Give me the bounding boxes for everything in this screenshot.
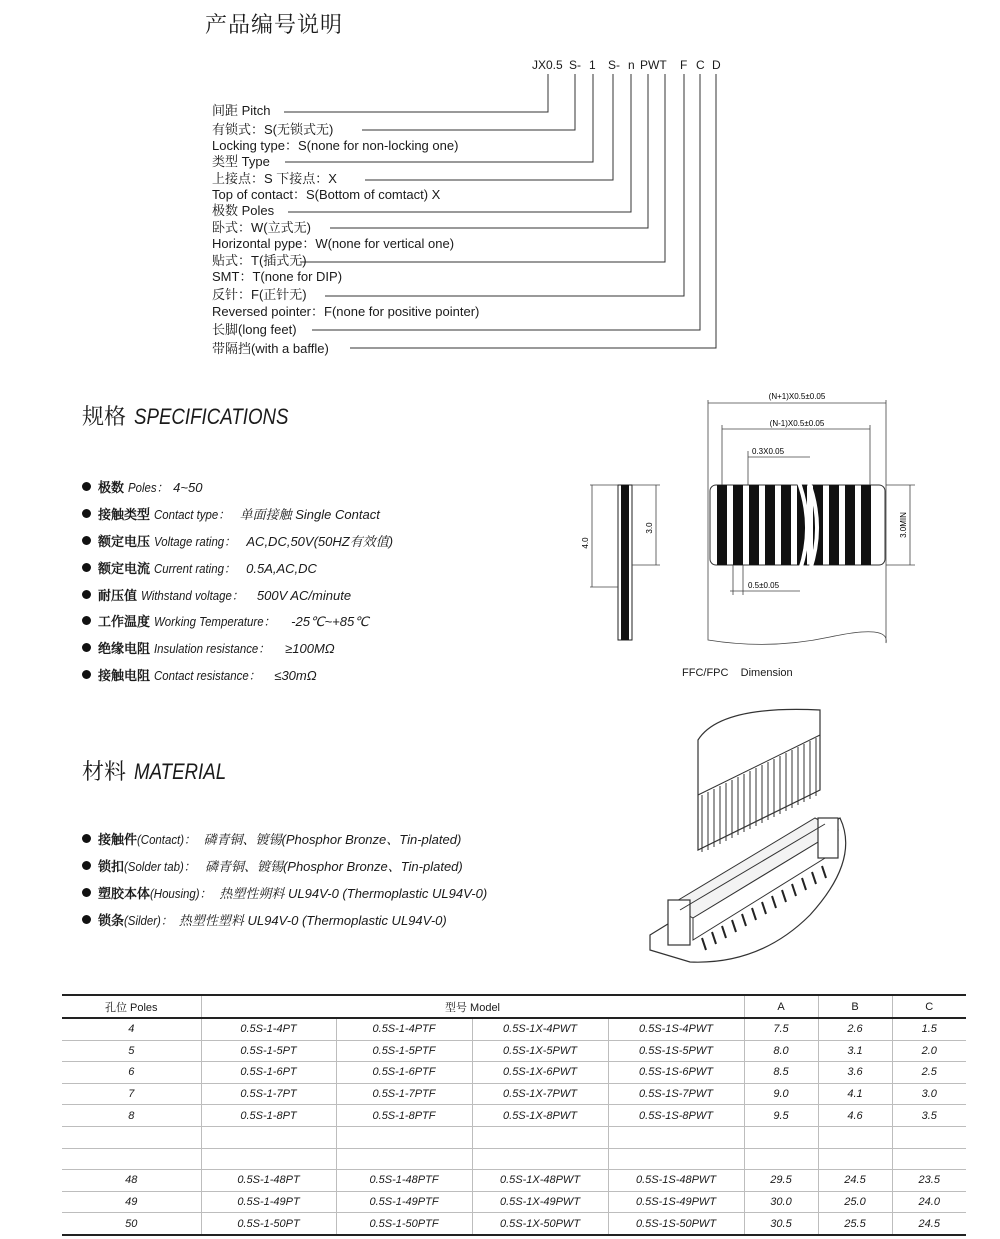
specifications-heading bbox=[82, 400, 316, 431]
cell-model bbox=[201, 1148, 336, 1170]
dim-label-4-0: 4.0 bbox=[581, 537, 590, 549]
cell-poles bbox=[62, 1126, 201, 1148]
code-part-s: S- bbox=[569, 58, 581, 72]
legend-long-feet: 长脚(long feet) bbox=[212, 322, 297, 337]
code-part-f: F bbox=[680, 58, 688, 72]
cell-model bbox=[336, 1126, 472, 1148]
cell-b bbox=[818, 1126, 892, 1148]
code-part-n: n bbox=[628, 58, 635, 72]
header-poles: 孔位 Poles bbox=[62, 995, 201, 1018]
code-part-contact: S- bbox=[608, 58, 620, 72]
ffc-dimension-caption: FFC/FPC Dimension bbox=[682, 667, 793, 679]
cell-model: 0.5S-1X-49PWT bbox=[472, 1191, 608, 1213]
bullet-icon bbox=[82, 482, 91, 491]
cell-model bbox=[608, 1148, 744, 1170]
cell-model: 0.5S-1-48PTF bbox=[336, 1170, 472, 1192]
spec-item: 工作温度 Working Temperature： -25℃~+85℃ bbox=[82, 611, 369, 630]
table-row bbox=[62, 1170, 966, 1192]
cell-c: 1.5 bbox=[892, 1018, 966, 1040]
spec-item: 接触类型 Contact type： 单面接触 Single Contact bbox=[82, 504, 380, 523]
cell-model: 0.5S-1S-7PWT bbox=[608, 1083, 744, 1105]
legend-baffle: 带隔挡(with a baffle) bbox=[212, 341, 329, 356]
legend-horizontal-cn: 卧式：W(立式无) bbox=[212, 220, 311, 235]
spec-item: 额定电流 Current rating： 0.5A,AC,DC bbox=[82, 558, 317, 577]
spec-item: 耐压值 Withstand voltage： 500V AC/minute bbox=[82, 585, 351, 604]
bullet-icon bbox=[82, 590, 91, 599]
cell-model: 0.5S-1-4PT bbox=[201, 1018, 336, 1040]
header-b: B bbox=[818, 995, 892, 1018]
cell-model: 0.5S-1X-48PWT bbox=[472, 1170, 608, 1192]
table-row bbox=[62, 1105, 966, 1127]
material-heading bbox=[82, 755, 242, 786]
bullet-icon bbox=[82, 861, 91, 870]
dim-label-3-0: 3.0 bbox=[645, 522, 654, 534]
cell-model: 0.5S-1X-8PWT bbox=[472, 1105, 608, 1127]
bullet-icon bbox=[82, 509, 91, 518]
cell-c: 24.5 bbox=[892, 1213, 966, 1235]
cell-model: 0.5S-1-8PTF bbox=[336, 1105, 472, 1127]
cell-a: 29.5 bbox=[744, 1170, 818, 1192]
legend-contact-cn: 上接点：S 下接点：X bbox=[212, 171, 337, 186]
cell-model: 0.5S-1-50PT bbox=[201, 1213, 336, 1235]
dim-label-0-3: 0.3X0.05 bbox=[752, 447, 785, 456]
cell-model bbox=[336, 1148, 472, 1170]
legend-reversed-cn: 反针：F(正针无) bbox=[212, 287, 307, 302]
table-row bbox=[62, 1191, 966, 1213]
legend-reversed-en: Reversed pointer：F(none for positive pointer) bbox=[212, 304, 480, 319]
bullet-icon bbox=[82, 616, 91, 625]
cell-c: 2.0 bbox=[892, 1040, 966, 1062]
cell-a bbox=[744, 1148, 818, 1170]
connector-housing-illustration bbox=[650, 818, 846, 962]
cell-model: 0.5S-1-7PTF bbox=[336, 1083, 472, 1105]
cell-a: 7.5 bbox=[744, 1018, 818, 1040]
legend-type: 类型 Type bbox=[212, 154, 270, 169]
cell-model: 0.5S-1S-5PWT bbox=[608, 1040, 744, 1062]
cell-b: 25.5 bbox=[818, 1213, 892, 1235]
material-item: 塑胶本体(Housing)： 热塑性朔料 UL94V-0 (Thermoplastic UL94V-0) bbox=[82, 883, 487, 902]
bullet-icon bbox=[82, 915, 91, 924]
cell-poles: 49 bbox=[62, 1191, 201, 1213]
cell-model: 0.5S-1S-6PWT bbox=[608, 1062, 744, 1084]
cell-model: 0.5S-1X-5PWT bbox=[472, 1040, 608, 1062]
bullet-icon bbox=[82, 643, 91, 652]
cell-a: 9.0 bbox=[744, 1083, 818, 1105]
legend-connector-lines bbox=[0, 0, 1000, 370]
cell-b: 3.1 bbox=[818, 1040, 892, 1062]
cell-b: 2.6 bbox=[818, 1018, 892, 1040]
cell-c bbox=[892, 1148, 966, 1170]
cell-poles: 6 bbox=[62, 1062, 201, 1084]
cell-model: 0.5S-1X-50PWT bbox=[472, 1213, 608, 1235]
cell-model: 0.5S-1X-4PWT bbox=[472, 1018, 608, 1040]
table-row bbox=[62, 1083, 966, 1105]
spec-item: 绝缘电阻 Insulation resistance： ≥100MΩ bbox=[82, 638, 335, 657]
header-model: 型号 Model bbox=[201, 995, 744, 1018]
cell-a: 30.5 bbox=[744, 1213, 818, 1235]
cell-b: 4.6 bbox=[818, 1105, 892, 1127]
cell-model bbox=[472, 1148, 608, 1170]
cell-c: 23.5 bbox=[892, 1170, 966, 1192]
cell-c: 3.0 bbox=[892, 1083, 966, 1105]
legend-pitch: 间距 Pitch bbox=[212, 103, 271, 118]
bullet-icon bbox=[82, 670, 91, 679]
material-heading-cn: 材料 bbox=[82, 760, 127, 785]
cell-model: 0.5S-1-5PTF bbox=[336, 1040, 472, 1062]
header-a: A bbox=[744, 995, 818, 1018]
table-row bbox=[62, 1148, 966, 1170]
cell-c bbox=[892, 1126, 966, 1148]
cell-b: 25.0 bbox=[818, 1191, 892, 1213]
code-part-d: D bbox=[712, 58, 721, 72]
table-row bbox=[62, 1213, 966, 1235]
cell-model: 0.5S-1-4PTF bbox=[336, 1018, 472, 1040]
cell-model: 0.5S-1X-6PWT bbox=[472, 1062, 608, 1084]
cell-model: 0.5S-1-48PT bbox=[201, 1170, 336, 1192]
bullet-icon bbox=[82, 834, 91, 843]
cell-c: 3.5 bbox=[892, 1105, 966, 1127]
cell-poles bbox=[62, 1148, 201, 1170]
cell-a: 8.5 bbox=[744, 1062, 818, 1084]
material-heading-en: MATERIAL bbox=[134, 759, 227, 784]
cell-poles: 5 bbox=[62, 1040, 201, 1062]
table-row bbox=[62, 1040, 966, 1062]
bullet-icon bbox=[82, 536, 91, 545]
material-item: 接触件(Contact)： 磷青铜、镀锡(Phosphor Bronze、Tin-plated) bbox=[82, 829, 461, 848]
cell-model: 0.5S-1S-4PWT bbox=[608, 1018, 744, 1040]
table-row bbox=[62, 1018, 966, 1040]
cell-model: 0.5S-1S-8PWT bbox=[608, 1105, 744, 1127]
model-table bbox=[62, 994, 966, 1236]
material-item: 锁条(Silder)： 热塑性塑料 UL94V-0 (Thermoplastic UL94V-0) bbox=[82, 910, 447, 929]
cell-a bbox=[744, 1126, 818, 1148]
cell-b: 4.1 bbox=[818, 1083, 892, 1105]
legend-contact-en: Top of contact：S(Bottom of comtact) X bbox=[212, 187, 441, 202]
spec-item: 接触电阻 Contact resistance： ≤30mΩ bbox=[82, 665, 317, 684]
cell-a: 9.5 bbox=[744, 1105, 818, 1127]
cell-poles: 48 bbox=[62, 1170, 201, 1192]
code-part-c: C bbox=[696, 58, 705, 72]
specifications-heading-en: SPECIFICATIONS bbox=[134, 404, 289, 429]
dim-label-3min: 3.0MIN bbox=[899, 512, 908, 538]
ffc-top-view bbox=[708, 392, 915, 644]
bullet-icon bbox=[82, 888, 91, 897]
cell-poles: 7 bbox=[62, 1083, 201, 1105]
legend-locking-en: Locking type：S(none for non-locking one) bbox=[212, 138, 459, 153]
cell-model: 0.5S-1-8PT bbox=[201, 1105, 336, 1127]
cell-model: 0.5S-1S-48PWT bbox=[608, 1170, 744, 1192]
legend-poles: 极数 Poles bbox=[212, 203, 275, 218]
code-part-jx: JX0.5 bbox=[532, 58, 563, 72]
cell-model: 0.5S-1S-50PWT bbox=[608, 1213, 744, 1235]
table-row bbox=[62, 1062, 966, 1084]
cell-c: 2.5 bbox=[892, 1062, 966, 1084]
cell-a: 30.0 bbox=[744, 1191, 818, 1213]
cell-poles: 4 bbox=[62, 1018, 201, 1040]
legend-smt-cn: 贴式：T(插式无) bbox=[212, 253, 307, 268]
table-row bbox=[62, 1126, 966, 1148]
cell-model: 0.5S-1X-7PWT bbox=[472, 1083, 608, 1105]
dim-label-0-5: 0.5±0.05 bbox=[748, 581, 780, 590]
code-part-type: 1 bbox=[589, 58, 596, 72]
cell-c: 24.0 bbox=[892, 1191, 966, 1213]
cell-model bbox=[472, 1126, 608, 1148]
cell-a: 8.0 bbox=[744, 1040, 818, 1062]
cell-b bbox=[818, 1148, 892, 1170]
spec-item: 极数 Poles： 4~50 bbox=[82, 477, 202, 496]
cell-model: 0.5S-1-5PT bbox=[201, 1040, 336, 1062]
cell-model: 0.5S-1-6PT bbox=[201, 1062, 336, 1084]
legend-horizontal-en: Horizontal pype：W(none for vertical one) bbox=[212, 236, 455, 251]
cell-model: 0.5S-1-49PTF bbox=[336, 1191, 472, 1213]
cell-model: 0.5S-1-50PTF bbox=[336, 1213, 472, 1235]
table-header-row bbox=[62, 995, 966, 1018]
material-item: 锁扣(Solder tab)： 磷青铜、镀锡(Phosphor Bronze、Tin-plated) bbox=[82, 856, 463, 875]
bullet-icon bbox=[82, 563, 91, 572]
cell-model bbox=[201, 1126, 336, 1148]
ffc-dimension-drawing bbox=[570, 385, 930, 690]
code-part-pwt: PWT bbox=[640, 58, 667, 72]
cell-model: 0.5S-1-6PTF bbox=[336, 1062, 472, 1084]
connector-3d-illustration bbox=[640, 700, 870, 970]
dim-label-n-minus: (N-1)X0.5±0.05 bbox=[769, 419, 825, 428]
spec-item: 额定电压 Voltage rating： AC,DC,50V(50HZ有效值) bbox=[82, 531, 393, 550]
cell-model bbox=[608, 1126, 744, 1148]
cell-poles: 50 bbox=[62, 1213, 201, 1235]
cell-b: 3.6 bbox=[818, 1062, 892, 1084]
page-title: 产品编号说明 bbox=[205, 13, 344, 38]
cell-model: 0.5S-1-7PT bbox=[201, 1083, 336, 1105]
cell-model: 0.5S-1S-49PWT bbox=[608, 1191, 744, 1213]
cell-poles: 8 bbox=[62, 1105, 201, 1127]
cell-b: 24.5 bbox=[818, 1170, 892, 1192]
cell-model: 0.5S-1-49PT bbox=[201, 1191, 336, 1213]
dim-label-n-plus: (N+1)X0.5±0.05 bbox=[768, 392, 826, 401]
specifications-heading-cn: 规格 bbox=[82, 405, 127, 430]
ffc-side-profile bbox=[581, 485, 660, 640]
legend-smt-en: SMT：T(none for DIP) bbox=[212, 269, 343, 284]
legend-locking-cn: 有锁式：S(无锁式无) bbox=[212, 122, 334, 137]
header-c: C bbox=[892, 995, 966, 1018]
